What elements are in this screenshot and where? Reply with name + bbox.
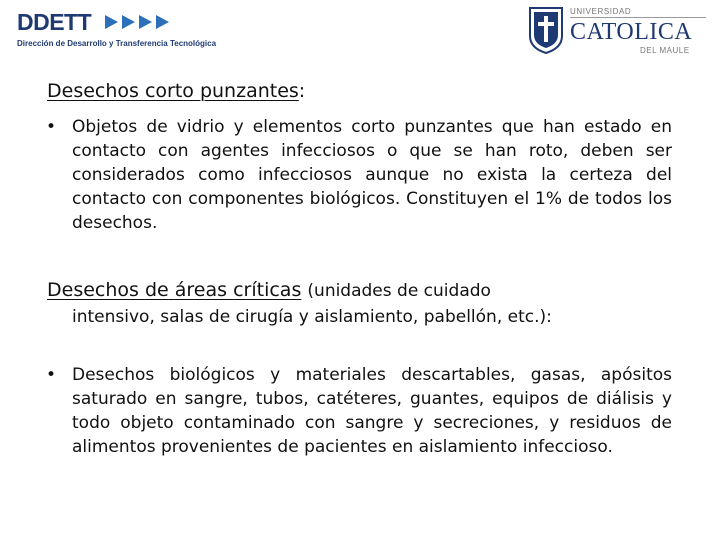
shield-cross-icon: [528, 6, 564, 54]
bullet-marker: •: [46, 117, 57, 137]
heading-corto-punzantes: [47, 80, 305, 102]
ddett-wordmark: DDETT: [17, 9, 92, 35]
heading-word: Desechos: [47, 279, 139, 301]
bullet-text: Objetos de vidrio y elementos corto punzantes que han estado en contacto con agentes infecciosos o que se han roto, deben ser considerados como infecciosos aunque no exista la certeza del contacto con componentes biológicos. Constituyen el 1% de todos los desechos.: [72, 117, 672, 233]
bullet-text: Desechos biológicos y materiales descartables, gasas, apósitos saturado en sangre, tubos, catéteres, guantes, equipos de diálisis y todo objeto contaminado con sangre y secreciones, y residuos de alimentos provenientes de pacientes en aislamiento infeccioso.: [72, 365, 672, 457]
ucm-name: CATOLICA: [570, 19, 693, 45]
heading-continuation: intensivo, salas de cirugía y aislamiento, pabellón, etc.):: [72, 307, 552, 327]
ddett-logo: [17, 9, 257, 51]
ucm-logo: [528, 6, 708, 56]
ucm-city-label: DEL MAULE: [640, 46, 690, 55]
bullet-corto-punzantes: [46, 115, 672, 235]
ddett-subtitle: Dirección de Desarrollo y Transferencia Tecnológica: [17, 39, 217, 48]
heading-areas-criticas: [47, 279, 491, 302]
heading-colon: :: [298, 80, 306, 102]
heading-word: de: [144, 279, 169, 301]
heading-text: Desechos corto punzantes: [47, 80, 299, 102]
heading-tail: (unidades de cuidado: [307, 281, 491, 301]
heading-word: áreas: [174, 279, 228, 301]
bullet-areas-criticas: [46, 363, 672, 459]
bullet-marker: •: [46, 365, 57, 385]
arrows-icon: [105, 14, 177, 30]
ucm-university-label: UNIVERSIDAD: [570, 7, 632, 16]
heading-word: críticas: [233, 279, 302, 301]
